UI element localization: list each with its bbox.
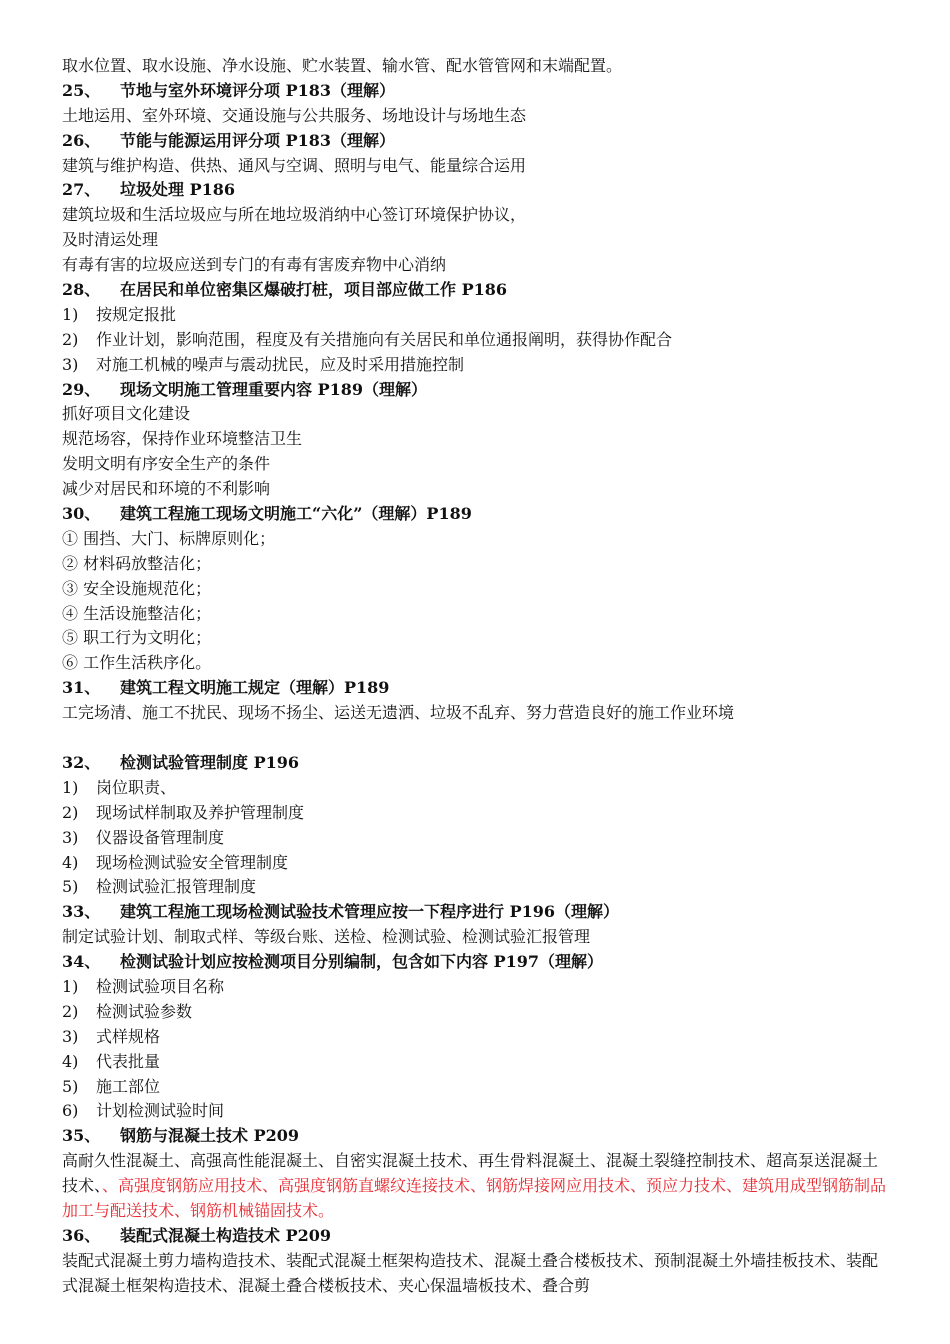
paragraph: 减少对居民和环境的不利影响 [62,479,271,499]
paragraph: 建筑与维护构造、供热、通风与空调、照明与电气、能量综合运用 [62,155,527,175]
section-heading-30: 30、 建筑工程施工现场文明施工“六化”（理解）P189 [62,504,472,524]
list-item: ⑥ 工作生活秩序化。 [62,653,212,673]
section-heading-31: 31、 建筑工程文明施工规定（理解）P189 [62,678,390,698]
section-heading-32: 32、 检测试验管理制度 P196 [62,752,300,772]
list-item: 1) 按规定报批 [62,304,177,324]
section-heading-27: 27、 垃圾处理 P186 [62,180,236,200]
paragraph: 工完场清、施工不扰民、现场不扬尘、运送无遗洒、垃圾不乱弃、努力营造良好的施工作业环境 [62,703,735,723]
document-page [62,54,888,1299]
list-item: ⑤ 职工行为文明化； [62,628,212,648]
paragraph: 发明文明有序安全生产的条件 [62,454,271,474]
paragraph: 有毒有害的垃圾应送到专门的有毒有害废弃物中心消纳 [62,255,447,275]
list-item: 2) 现场试样制取及养护管理制度 [62,802,305,822]
list-item: 1) 检测试验项目名称 [62,976,225,996]
list-item: ② 材料码放整洁化； [62,553,212,573]
list-item: 2) 作业计划，影响范围，程度及有关措施向有关居民和单位通报阐明，获得协作配合 [62,329,673,349]
list-item: 4) 现场检测试验安全管理制度 [62,852,289,872]
paragraph: 制定试验计划、制取式样、等级台账、送检、检测试验、检测试验汇报管理 [62,927,591,947]
list-item: ③ 安全设施规范化； [62,578,212,598]
section-heading-33: 33、 建筑工程施工现场检测试验技术管理应按一下程序进行 P196（理解） [62,902,620,922]
list-item: 5) 检测试验汇报管理制度 [62,877,257,897]
section-heading-29: 29、 现场文明施工管理重要内容 P189（理解） [62,379,428,399]
paragraph: 规范场容，保持作业环境整洁卫生 [62,429,303,449]
blank-line [62,726,888,751]
section-heading-34: 34、 检测试验计划应按检测项目分别编制，包含如下内容 P197（理解） [62,952,604,972]
list-item: ④ 生活设施整洁化； [62,603,212,623]
highlighted-text: 、高强度钢筋应用技术、高强度钢筋直螺纹连接技术、钢筋焊接网应用技术、预应力技术、建筑用成型钢筋制品加工与配送技术、钢筋机械锚固技术。 [62,1176,887,1220]
list-item: ① 围挡、大门、标牌原则化； [62,528,276,548]
section-heading-26: 26、 节能与能源运用评分项 P183（理解） [62,130,396,150]
list-item: 3) 仪器设备管理制度 [62,827,225,847]
section-heading-36: 36、 装配式混凝土构造技术 P209 [62,1225,332,1245]
section-heading-35: 35、 钢筋与混凝土技术 P209 [62,1126,300,1146]
paragraph: 及时清运处理 [62,230,159,250]
list-item: 5) 施工部位 [62,1076,161,1096]
paragraph: 土地运用、室外环境、交通设施与公共服务、场地设计与场地生态 [62,105,527,125]
list-item: 2) 检测试验参数 [62,1001,193,1021]
paragraph: 抓好项目文化建设 [62,404,191,424]
paragraph: 装配式混凝土剪力墙构造技术、装配式混凝土框架构造技术、混凝土叠合楼板技术、预制混凝土外墙挂板技术、装配式混凝土框架构造技术、混凝土叠合楼板技术、夹心保温墙板技术、叠合剪 [62,1250,879,1295]
paragraph: 建筑垃圾和生活垃圾应与所在地垃圾消纳中心签订环境保护协议， [62,205,527,225]
paragraph: 取水位置、取水设施、净水设施、贮水装置、输水管、配水管管网和末端配置。 [62,56,623,75]
paragraph [62,1149,888,1224]
paragraph-text: 高耐久性混凝土、高强高性能混凝土、自密实混凝土技术、再生骨料混凝土、混凝土裂缝控制技术、超高泵送混凝土技术、 [62,1151,879,1196]
list-item: 6) 计划检测试验时间 [62,1101,225,1121]
list-item: 3) 式样规格 [62,1026,161,1046]
section-heading-25: 25、 节地与室外环境评分项 P183（理解） [62,80,396,100]
list-item: 4) 代表批量 [62,1051,161,1071]
section-heading-28: 28、 在居民和单位密集区爆破打桩，项目部应做工作 P186 [62,280,508,300]
list-item: 3) 对施工机械的噪声与震动扰民，应及时采用措施控制 [62,354,465,374]
list-item: 1) 岗位职责、 [62,777,177,797]
